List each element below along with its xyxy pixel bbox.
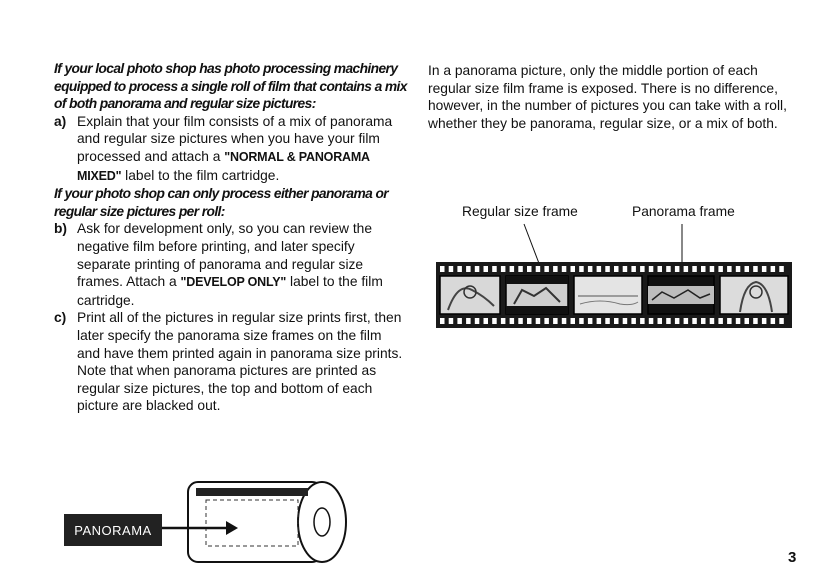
regular-frame-leader	[524, 224, 540, 266]
item-a-label: a)	[54, 113, 67, 129]
sprocket-hole	[466, 266, 471, 272]
sprocket-hole	[597, 266, 602, 272]
sprocket-hole	[710, 266, 715, 272]
sprocket-hole	[762, 266, 767, 272]
panorama-label-badge: PANORAMA	[64, 514, 162, 546]
sprocket-hole	[649, 318, 654, 324]
sprocket-hole	[440, 266, 445, 272]
sprocket-hole	[588, 318, 593, 324]
film-frame-3	[574, 276, 642, 314]
item-c-label: c)	[54, 310, 67, 326]
sprocket-hole	[501, 318, 506, 324]
sprocket-hole	[466, 318, 471, 324]
sprocket-hole	[631, 266, 636, 272]
sprocket-hole	[736, 266, 741, 272]
sprocket-hole	[475, 318, 480, 324]
sprocket-hole	[658, 318, 663, 324]
item-b-text: Ask for development only, so you can review the negative film before printing, and later specify separate printing of panorama and regular size frames. Attach a "DEVELOP ONLY" label to the film cartridge.	[77, 221, 383, 308]
sprocket-hole	[605, 266, 610, 272]
sprocket-hole	[457, 266, 462, 272]
panorama-frame-label: Panorama frame	[632, 204, 735, 219]
item-a-text: Explain that your film consists of a mix of panorama and regular size pictures when you have your film processed and attach a "NORMAL & PANORAMA MIXED" label to the film cartridge.	[77, 113, 393, 183]
sprocket-hole	[684, 266, 689, 272]
heading-mixed-processing: If your local photo shop has photo processing machinery equipped to process a single roll of film that contains a mix of both panorama and regular size pictures:	[54, 61, 407, 112]
sprocket-hole	[762, 318, 767, 324]
sprocket-hole	[701, 318, 706, 324]
sprocket-hole	[701, 266, 706, 272]
film-cartridge-illustration	[162, 482, 346, 562]
sprocket-hole	[666, 318, 671, 324]
sprocket-hole	[449, 318, 454, 324]
sprocket-hole	[588, 266, 593, 272]
sprocket-hole	[492, 266, 497, 272]
sprocket-hole	[710, 318, 715, 324]
sprocket-hole	[492, 318, 497, 324]
sprocket-hole	[692, 266, 697, 272]
sprocket-hole	[501, 266, 506, 272]
sprocket-hole	[449, 266, 454, 272]
sprocket-hole	[484, 266, 489, 272]
sprocket-hole	[745, 318, 750, 324]
sprocket-hole	[536, 266, 541, 272]
sprocket-hole	[658, 266, 663, 272]
sprocket-hole	[484, 318, 489, 324]
sprocket-hole	[579, 318, 584, 324]
heading-single-type-processing: If your photo shop can only process either panorama or regular size pictures per roll:	[54, 186, 389, 219]
sprocket-hole	[562, 318, 567, 324]
sprocket-hole	[779, 318, 784, 324]
sprocket-hole	[510, 266, 514, 272]
sprocket-hole	[579, 266, 584, 272]
sprocket-hole	[631, 318, 636, 324]
sprocket-hole	[440, 318, 445, 324]
sprocket-hole	[718, 318, 723, 324]
sprocket-hole	[779, 266, 784, 272]
sprocket-hole	[727, 318, 732, 324]
regular-frame-label: Regular size frame	[462, 204, 578, 219]
sprocket-hole	[640, 318, 645, 324]
item-c-text: Print all of the pictures in regular size prints first, then later specify the panorama size frames on the film and have them printed again in panorama size prints. Note that when panorama pictures are printed as regular size pictures, the top and bottom of each picture are blacked out.	[77, 310, 403, 414]
sprocket-hole	[771, 318, 776, 324]
sprocket-hole	[692, 318, 697, 324]
normal-panorama-mixed-label: "NORMAL & PANORAMA MIXED"	[77, 149, 370, 183]
sprocket-hole	[536, 318, 541, 324]
sprocket-hole	[666, 266, 671, 272]
sprocket-hole	[571, 318, 576, 324]
sprocket-hole	[553, 266, 558, 272]
sprocket-hole	[727, 266, 732, 272]
sprocket-hole	[605, 318, 610, 324]
sprocket-hole	[771, 266, 776, 272]
sprocket-hole	[544, 266, 549, 272]
sprocket-hole	[649, 266, 654, 272]
panorama-explanation: In a panorama picture, only the middle portion of each regular size film frame is exposed. There is no difference, however, in the number of pictures you can take with a roll, whether they be panorama, regular size, or a mix of both.	[428, 63, 787, 131]
sprocket-hole	[623, 318, 628, 324]
sprocket-hole	[510, 318, 514, 324]
sprocket-hole	[745, 266, 750, 272]
sprocket-hole	[553, 318, 558, 324]
sprocket-hole	[614, 266, 619, 272]
develop-only-label: "DEVELOP ONLY"	[180, 275, 287, 290]
sprocket-hole	[518, 266, 523, 272]
sprocket-hole	[571, 266, 576, 272]
sprocket-hole	[518, 318, 523, 324]
sprocket-hole	[614, 318, 619, 324]
sprocket-hole	[640, 266, 645, 272]
sprocket-hole	[684, 318, 689, 324]
sprocket-hole	[753, 266, 758, 272]
sprocket-hole	[475, 266, 480, 272]
sprocket-hole	[457, 318, 462, 324]
sprocket-hole	[597, 318, 602, 324]
sprocket-hole	[675, 266, 680, 272]
item-b-label: b)	[54, 221, 68, 237]
sprocket-hole	[675, 318, 680, 324]
sprocket-hole	[736, 318, 741, 324]
sprocket-hole	[753, 318, 758, 324]
page-number: 3	[788, 549, 797, 566]
sprocket-hole	[527, 266, 532, 272]
sprocket-hole	[718, 266, 723, 272]
sprocket-hole	[544, 318, 549, 324]
sprocket-hole	[562, 266, 567, 272]
sprocket-hole	[527, 318, 532, 324]
sprocket-hole	[623, 266, 628, 272]
